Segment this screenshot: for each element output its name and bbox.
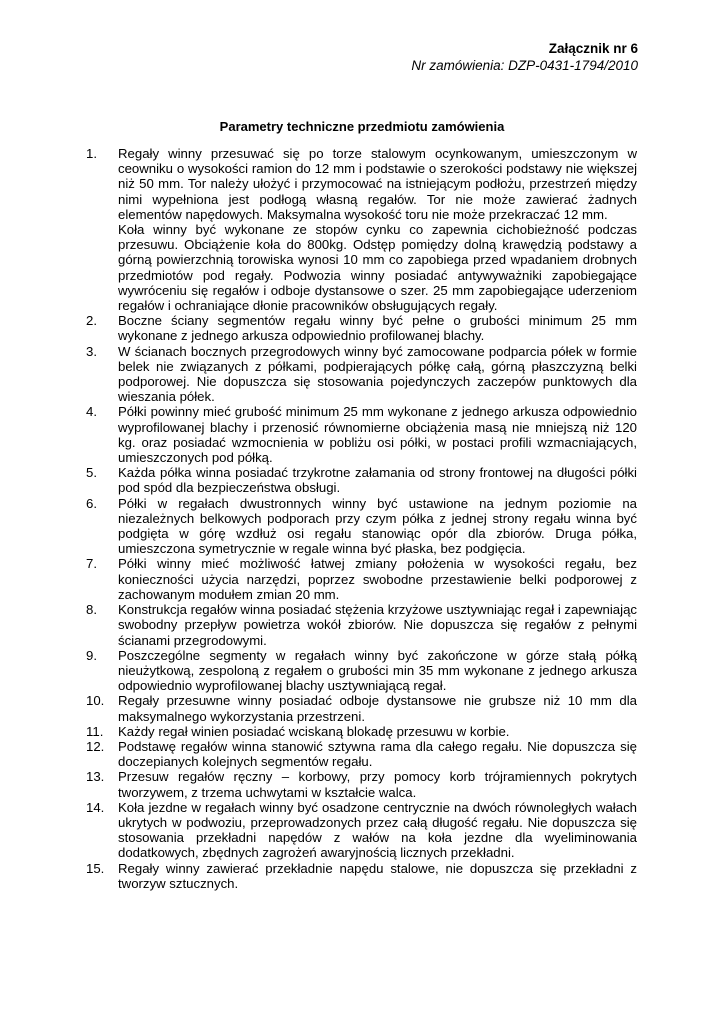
item-paragraph: Każda półka winna posiadać trzykrotne załamania od strony frontowej na długości półki pod spód dla bezpieczeństwa obsługi.	[118, 465, 637, 496]
attachment-label: Załącznik nr 6	[548, 41, 638, 56]
item-paragraph: Przesuw regałów ręczny – korbowy, przy pomocy korb trójramiennych pokrytych tworzywem, z trzema uchwytami w kształcie walca.	[118, 769, 637, 800]
item-body	[118, 556, 637, 602]
item-body	[118, 861, 637, 891]
item-number: 9.	[86, 647, 97, 663]
list-item	[86, 465, 637, 495]
item-number: 7.	[86, 556, 97, 572]
item-number: 3.	[86, 343, 97, 359]
item-paragraph: Regały winny zawierać przekładnie napędu stalowe, nie dopuszcza się przekładni z tworzyw sztucznych.	[118, 860, 637, 891]
item-body	[118, 648, 637, 694]
list-item	[86, 602, 637, 648]
item-paragraph: Poszczególne segmenty w regałach winny być zakończone w górze stałą półką nieużytkową, zespoloną z regałem o grubości min 35 mm wykonane z jednego arkusza odpowiednio wyprofilowanej blachy usztywniającą regał.	[118, 647, 637, 694]
list-item	[86, 404, 637, 465]
item-body	[118, 739, 637, 769]
order-number: Nr zamówienia: DZP-0431-1794/2010	[411, 58, 638, 73]
list-item	[86, 313, 637, 343]
item-number: 8.	[86, 602, 97, 618]
item-paragraph: Konstrukcja regałów winna posiadać stężenia krzyżowe usztywniając regał i zapewniając swobodny przepływ powietrza wokół zbiorów. Nie dopuszcza się regałów z pełnymi ścianami przegrodowymi.	[118, 602, 637, 648]
item-number: 5.	[86, 465, 97, 481]
item-body	[118, 800, 637, 861]
list-item	[86, 693, 637, 723]
list-item	[86, 724, 637, 739]
list-item	[86, 800, 637, 861]
item-number: 15.	[86, 860, 105, 876]
item-paragraph: Każdy regał winien posiadać wciskaną blokadę przesuwu w korbie.	[118, 723, 510, 739]
item-paragraph: Podstawę regałów winna stanowić sztywna rama dla całego regału. Nie dopuszcza się doczepianych kolejnych segmentów regału.	[118, 738, 637, 770]
list-item	[86, 496, 637, 557]
item-body	[118, 465, 637, 495]
item-number: 2.	[86, 313, 97, 329]
item-number: 6.	[86, 495, 97, 511]
item-body	[118, 344, 637, 405]
item-body	[118, 693, 637, 723]
list-item	[86, 861, 637, 891]
item-number: 12.	[86, 738, 105, 754]
requirements-list	[86, 146, 637, 891]
item-paragraph: Półki powinny mieć grubość minimum 25 mm wykonane z jednego arkusza odpowiednio wyprofilowanej blachy i przenosić równomierne obciążenia masą nie mniejszą niż 120 kg. oraz posiadać wzmocnienia w pobliżu osi półki, w postaci profili wzmacniających, umieszczonych pod półką.	[118, 404, 637, 466]
item-paragraph: Koła winny być wykonane ze stopów cynku co zapewnia cichobieżność podczas przesuwu. Obciążenie koła do 800kg. Odstęp pomiędzy dolną krawędzią podstawy a górną powierzchnią torowiska wynosi 10 mm co zapobiega przed wpadaniem drobnych przedmiotów pod regały. Podwozia winny posiadać antywyważniki zapobiegające wywróceniu się regałów i odboje dystansowe o szer. 25 mm zapobiegające uderzeniom regałów i ochraniające dłonie pracowników obsługujących regały.	[118, 222, 637, 314]
item-paragraph: Półki winny mieć możliwość łatwej zmiany położenia w wysokości regału, bez konieczności użycia narzędzi, poprzez swobodne przestawienie belki podporowej z zachowanym modułem zmian 20 mm.	[118, 556, 637, 602]
list-item	[86, 344, 637, 405]
item-body	[118, 769, 637, 799]
item-paragraph: W ścianach bocznych przegrodowych winny być zamocowane podparcia półek w formie belek nie związanych z półkami, podpierających półkę całą, górną płaszczyzną belki podporowej. Nie dopuszcza się stosowania pojedynczych zaczepów punktowych dla wieszania półek.	[118, 343, 637, 405]
item-paragraph: Koła jezdne w regałach winny być osadzone centrycznie na dwóch równoległych wałach ukrytych w podwoziu, przeprowadzonych przez całą długość regału. Nie dopuszcza się stosowania przekładni napędów z wałów na koła jezdne dla wyeliminowania dodatkowych, zbędnych zagrożeń awaryjnością licznych przekładni.	[118, 799, 637, 861]
list-item	[86, 648, 637, 694]
item-paragraph: Półki w regałach dwustronnych winny być ustawione na jednym poziomie na niezależnych belkowych podporach przy czym półka z jednej strony regału winna być podgięta w górę wzdłuż osi regału stanowiąc opór dla zbiorów. Druga półka, umieszczona symetrycznie w regale winna być płaska, bez podgięcia.	[118, 495, 637, 557]
list-item	[86, 556, 637, 602]
item-number: 14.	[86, 799, 105, 815]
item-body	[118, 146, 637, 313]
list-item	[86, 769, 637, 799]
item-number: 1.	[86, 146, 97, 161]
item-body	[118, 313, 637, 343]
document-title: Parametry techniczne przedmiotu zamówienia	[219, 119, 505, 134]
list-item	[86, 146, 637, 313]
item-number: 13.	[86, 769, 105, 785]
item-number: 11.	[86, 723, 104, 739]
list-item	[86, 739, 637, 769]
item-body	[118, 404, 637, 465]
item-paragraph: Regały winny przesuwać się po torze stalowym ocynkowanym, umieszczonym w ceowniku o wysokości ramion do 12 mm i podstawie o szerokości podstawy nie większej niż 50 mm. Tor należy ułożyć i przymocować na istniejącym podłożu, przestrzeń między nimi wypełniona jest podłogą własną regałów. Tor nie może zawierać żadnych elementów napędowych. Maksymalna wysokość toru nie może przekraczać 12 mm.	[118, 146, 637, 222]
item-number: 4.	[86, 404, 97, 420]
item-paragraph: Regały przesuwne winny posiadać odboje dystansowe nie grubsze niż 10 mm dla maksymalnego wykorzystania przestrzeni.	[118, 693, 637, 724]
item-body	[118, 496, 637, 557]
item-body	[118, 602, 637, 648]
item-body	[118, 724, 637, 739]
item-number: 10.	[86, 693, 105, 709]
item-paragraph: Boczne ściany segmentów regału winny być pełne o grubości minimum 25 mm wykonane z jednego arkusza odpowiednio profilowanej blachy.	[118, 313, 637, 344]
